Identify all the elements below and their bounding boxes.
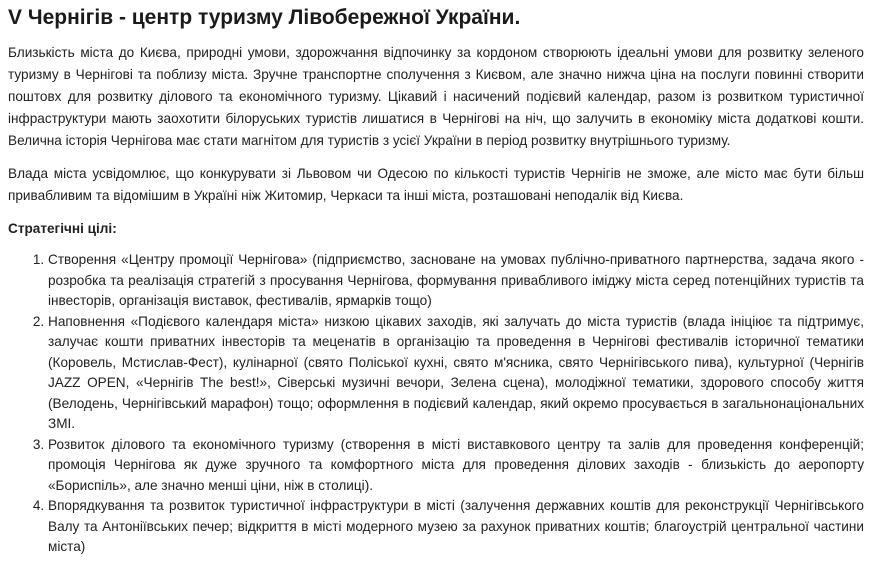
intro-paragraph: Близькість міста до Києва, природні умови, здорожчання відпочинку за кордоном створюють ідеальні умови для розвитку зеленого туризму в Чернігові та поблизу міста. Зручне транспортне сполучення з Києвом, але значно нижча ціна на послуги повинні створити поштовх для розвитку ділового та економічного туризму. Цікавий і насичений подієвий календар, разом із розвитком туристичної інфраструктури мають заохотити білоруських туристів лишатися в Чернігові на ніч, що залучить в економіку міста додаткові кошти. Велична історія Чернігова має стати магнітом для туристів з усієї України в період розвитку внутрішнього туризму. [8, 45, 864, 148]
goals-heading: Стратегічні цілі: [8, 221, 117, 236]
goal-item: 3. Розвиток ділового та економічного туризму (створення в місті виставкового центру та залів для проведення конференцій; промоція Чернігова як дуже зручного та комфортного міста для проведення ділових заходів - близькість до аеропорту «Бориспіль», але значно менші ціни, ніж в столиці). [48, 435, 864, 497]
goal-item: 1. Створення «Центру промоції Чернігова» (підприємство, засноване на умовах публічно-приватного партнерства, задача якого - розробка та реалізація стратегій з просування Чернігова, формування привабливого іміджу міста серед потенційних туристів та інвесторів, організація виставок, фестивалів, ярмарків тощо) [48, 250, 864, 312]
goal-item: 2. Наповнення «Подієвого календаря міста» низкою цікавих заходів, які залучать до міста туристів (влада ініціює та підтримує, залучає кошти приватних інвесторів та меценатів в організацію та проведення в Чернігові фестивалів історичної тематики (Коровель, Мстислав-Фест), кулінарної (свято Поліської кухні, свято м'ясника, свято Чернігівського пива), культурної (Чернігів JAZZ OPEN, «Чернігів The best!», Сіверські музичні вечори, Зелена сцена), молодіжної тематики, здорового способу життя (Велодень, Чернігівський марафон) тощо; оформлення в подієвий календар, який окремо просувається в загальнонаціональних ЗМІ. [48, 312, 864, 435]
competition-paragraph: Влада міста усвідомлює, що конкурувати зі Львовом чи Одесою по кількості туристів Чернігів не зможе, але місто має бути більш привабливим та відомішим в Україні ніж Житомир, Черкаси та інші міста, розташовані неподалік від Києва. [8, 166, 864, 203]
goals-list [8, 250, 864, 558]
article-title: V Чернігів - центр туризму Лівобережної України. [8, 6, 521, 29]
goal-item: 4. Впорядкування та розвиток туристичної інфраструктури в місті (залучення державних коштів для реконструкції Чернігівського Валу та Антоніївських печер; відкриття в місті модерного музею за рахунок приватних коштів; благоустрій центральної частини міста) [48, 496, 864, 558]
